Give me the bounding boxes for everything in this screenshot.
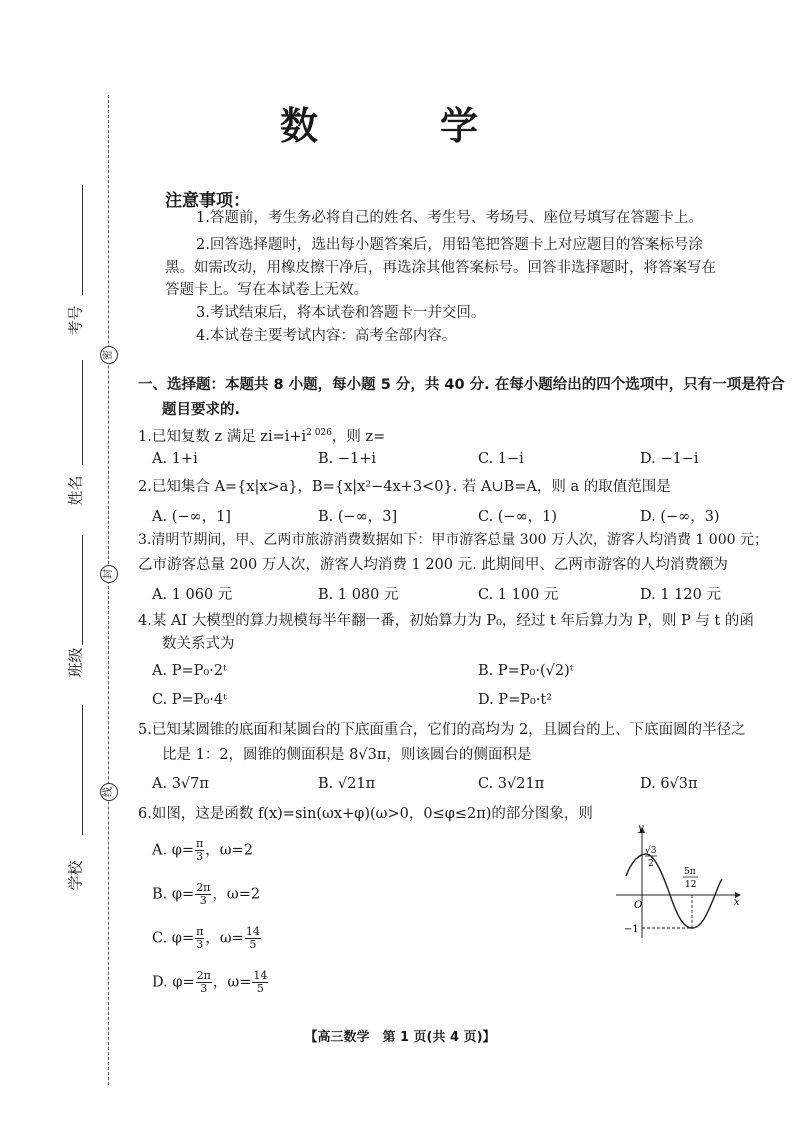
q5-option-b: B. √21π <box>318 776 376 792</box>
q3-stem-line-1: 3.清明节期间，甲、乙两市旅游消费数据如下：甲市游客总量 300 万人次，游客人均消费 1 000 元； <box>138 532 768 548</box>
q4-option-c: C. P=P₀·4ᵗ <box>152 692 227 708</box>
q3-stem-line-2: 乙市游客总量 200 万人次，游客人均消费 1 200 元. 此期间甲、乙两市游客的人均消费额为 <box>138 557 728 573</box>
seal-xian: 线 <box>100 783 118 801</box>
page-title: 数 学 <box>279 104 520 148</box>
y-tick-numerator: √3 <box>645 846 657 856</box>
seal-feng: 封 <box>100 565 118 583</box>
q3-option-b: B. 1 080 元 <box>318 587 399 603</box>
margin-label-class: 班级 <box>66 647 85 678</box>
page-footer: 【高三数学 第 1 页(共 4 页)】 <box>304 1030 496 1045</box>
q2-stem: 2.已知集合 A={x|x>a}，B={x|x²−4x+3<0}. 若 A∪B=A，则 a 的取值范围是 <box>138 479 671 495</box>
notice-line-3: 黑。如需改动，用橡皮擦干净后，再选涂其他答案标号。回答非选择题时，将答案写在 <box>165 260 716 276</box>
q5-option-c: C. 3√21π <box>478 776 545 792</box>
notice-line-4: 答题卡上。写在本试卷上无效。 <box>165 282 368 298</box>
q1-stem: 1.已知复数 z 满足 $zi=i+i^{2 026}$，则 z= <box>138 428 386 445</box>
q4-option-a: A. P=P₀·2ᵗ <box>152 663 227 679</box>
notice-line-5: 3.考试结束后，将本试卷和答题卡一并交回。 <box>196 305 486 321</box>
notice-line-2: 2.回答选择题时，选出每小题答案后，用铅笔把答题卡上对应题目的答案标号涂 <box>196 237 703 253</box>
q5-option-d: D. 6√3π <box>640 776 698 792</box>
notice-line-1: 1.答题前，考生务必将自己的姓名、考生号、考场号、座位号填写在答题卡上。 <box>196 210 703 226</box>
q4-stem-line-1: 4.某 AI 大模型的算力规模每半年翻一番，初始算力为 P₀，经过 t 年后算力为 P，则 P 与 t 的函 <box>138 613 754 629</box>
q4-stem-line-2: 数关系式为 <box>162 636 235 652</box>
x-tick-denominator: 12 <box>685 880 697 890</box>
margin-label-school: 学校 <box>66 860 85 891</box>
section1-heading-cont: 题目要求的. <box>162 402 241 418</box>
q2-option-c: C. (−∞，1) <box>478 509 558 525</box>
notice-heading: 注意事项： <box>165 191 250 211</box>
q3-option-c: C. 1 100 元 <box>478 587 559 603</box>
q2-option-a: A. (−∞，1] <box>152 509 231 525</box>
q1-option-a: A. 1+i <box>152 451 198 467</box>
q4-option-d: D. P=P₀·t² <box>478 692 553 708</box>
notice-line-6: 4.本试卷主要考试内容：高考全部内容。 <box>196 328 457 344</box>
q1-option-d: D. −1−i <box>640 451 699 467</box>
binding-dashed-line <box>108 95 109 1085</box>
x-tick-numerator: 5π <box>684 867 696 877</box>
school-line <box>82 705 83 835</box>
sine-curve <box>626 854 722 928</box>
q1-option-b: B. −1+i <box>318 451 377 467</box>
y-tick-denominator: 2 <box>648 859 654 869</box>
q5-stem-line-1: 5.已知某圆锥的底面和某圆台的下底面重合，它们的高均为 2，且圆台的上、下底面圆的半径之 <box>138 722 746 738</box>
q3-option-d: D. 1 120 元 <box>640 587 721 603</box>
q2-option-d: D. (−∞，3) <box>640 509 720 525</box>
q1-option-c: C. 1−i <box>478 451 524 467</box>
origin-label: O <box>634 900 643 911</box>
margin-label-name: 姓名 <box>66 475 85 506</box>
q4-option-b: B. P=P₀·(√2)ᵗ <box>478 663 574 679</box>
name-line <box>82 360 83 465</box>
seal-mi: 密 <box>100 346 118 364</box>
section1-heading: 一、选择题：本题共 8 小题，每小题 5 分，共 40 分. 在每小题给出的四个选项中，只有一项是符合 <box>138 377 785 393</box>
q6-sine-graph <box>612 822 747 942</box>
q6-option-c: C. φ= $\frac{\pi}{3}$ ，ω= $\frac{14}{5}$ <box>152 925 260 951</box>
x-axis-label: x <box>734 897 740 908</box>
q6-option-b: B. φ= $\frac{2\pi}{3}$ ，ω=2 <box>152 881 261 907</box>
exam-number-line <box>82 185 83 295</box>
min-value-label: −1 <box>624 924 639 935</box>
margin-label-exam-number: 考号 <box>66 305 85 336</box>
q6-option-a: A. φ= $\frac{\pi}{3}$ ，ω=2 <box>152 837 253 863</box>
q3-option-a: A. 1 060 元 <box>152 587 233 603</box>
q2-option-b: B. (−∞，3] <box>318 509 398 525</box>
q6-stem: 6.如图，这是函数 f(x)=sin(ωx+φ)(ω>0，0≤φ≤2π)的部分图象，则 <box>138 806 593 822</box>
class-line <box>82 535 83 645</box>
q5-option-a: A. 3√7π <box>152 776 209 792</box>
q5-stem-line-2: 比是 1：2，圆锥的侧面积是 8√3π，则该圆台的侧面积是 <box>162 747 532 763</box>
q6-option-d: D. φ= $\frac{2\pi}{3}$ ，ω= $\frac{14}{5}$ <box>152 969 268 995</box>
y-axis-label: y <box>638 823 644 834</box>
